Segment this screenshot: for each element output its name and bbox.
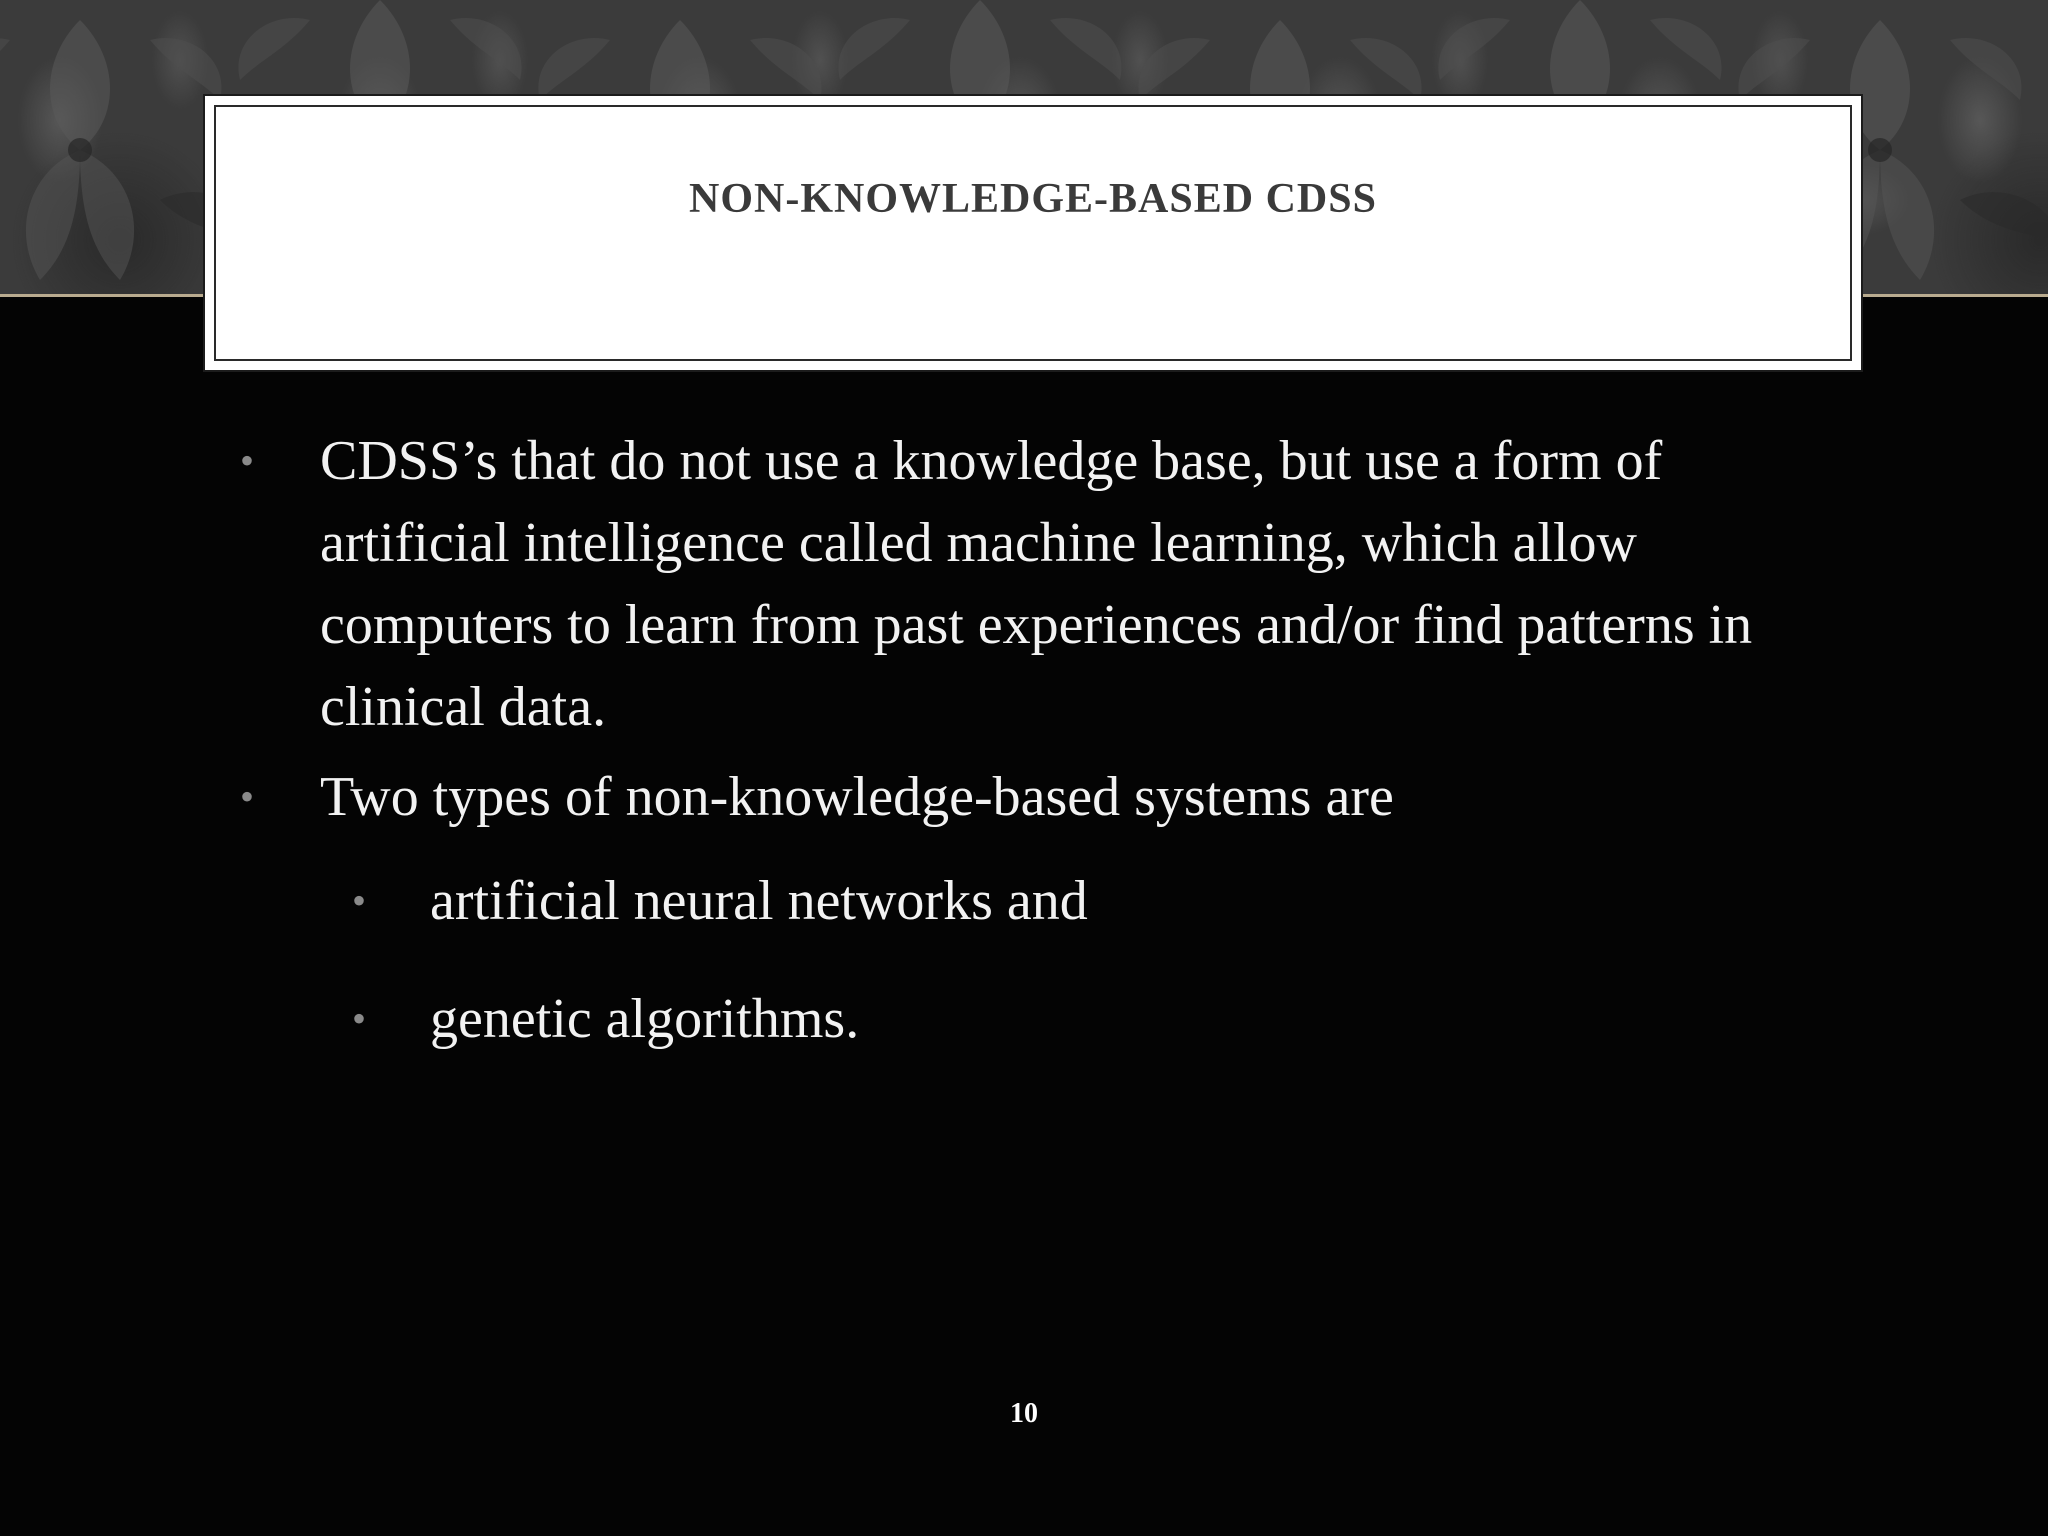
slide-title: NON-KNOWLEDGE-BASED CDSS — [689, 176, 1377, 222]
sub-bullet-item — [240, 860, 1810, 942]
bullet-list — [240, 420, 1810, 838]
bullet-item — [240, 756, 1810, 838]
title-box — [205, 96, 1861, 370]
sub-bullet-item — [240, 978, 1810, 1060]
bullet-icon: • — [240, 774, 255, 819]
bullet-text: Two types of non-knowledge-based systems are — [320, 766, 1394, 828]
sub-bullet-text: genetic algorithms. — [430, 988, 860, 1050]
sub-bullet-icon: • — [352, 878, 367, 923]
bullet-icon: • — [240, 438, 255, 483]
title-box-frame — [214, 105, 1852, 361]
sub-bullet-icon: • — [352, 996, 367, 1041]
sub-bullet-list — [240, 860, 1810, 1060]
page-number: 10 — [1010, 1398, 1038, 1429]
slide-body — [240, 420, 1810, 1096]
bullet-text: CDSS’s that do not use a knowledge base, but use a form of artificial intelligence called machine learning, which allow computers to learn from past experiences and/or find patterns in clinical data. — [320, 430, 1753, 738]
bullet-item — [240, 420, 1810, 748]
sub-bullet-text: artificial neural networks and — [430, 870, 1088, 932]
